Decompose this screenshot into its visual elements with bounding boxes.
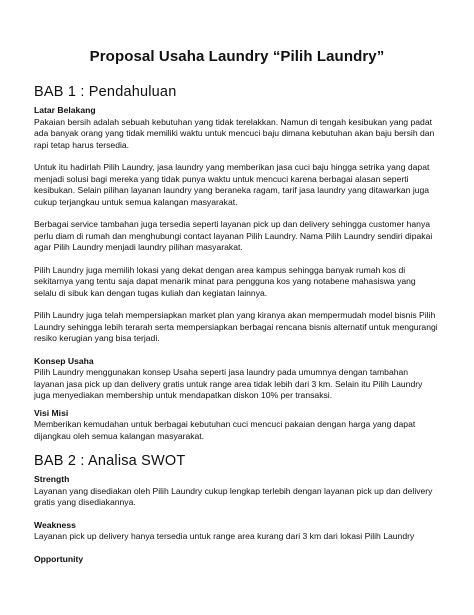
konsep-usaha-heading: Konsep Usaha bbox=[34, 355, 94, 366]
strength-heading: Strength bbox=[34, 474, 70, 484]
paragraph-latar-5: Pilih Laundry juga telah mempersiapkan market plan yang kiranya akan mempermudah model bisnis Pilih Laundry sehingga lebih terarah serta mempersiapkan berbagai rencana bisnis alternatif untuk mengurangi resiko kerugian yang bisa terjadi. bbox=[34, 310, 438, 343]
paragraph-weakness: Layanan pick up delivery hanya tersedia untuk range area kurang dari 3 km dari lokasi Pilih Laundry bbox=[34, 531, 415, 541]
paragraph-latar-2: Untuk itu hadirlah Pilih Laundry, jasa laundry yang memberikan jasa cuci baju hingga setrika yang dapat menjadi solusi bagi mereka yang tidak punya waktu untuk mencuci karena berbagai alasan seperti kesibukan. Selain pilihan layanan laundry yang beraneka ragam, tarif jasa laundry yang ditawarkan juga cukup terjangkau untuk semua kalangan masyarakat. bbox=[34, 162, 430, 207]
visi-misi-heading: Visi Misi bbox=[34, 407, 69, 418]
chapter-1-heading: BAB 1 : Pendahuluan bbox=[34, 84, 177, 100]
paragraph-latar-3: Berbagai service tambahan juga tersedia seperti layanan pick up dan delivery sehingga customer hanya perlu diam di rumah dan menghubungi contact layanan Pilih Laundry. Nama Pilih Laundry sendiri dipakai agar Pilih Laundry menjadi laundry pilihan masyarakat. bbox=[34, 219, 433, 252]
opportunity-heading: Opportunity bbox=[34, 553, 84, 564]
chapter-2-heading: BAB 2 : Analisa SWOT bbox=[34, 453, 186, 469]
document-title: Proposal Usaha Laundry “Pilih Laundry” bbox=[89, 48, 385, 65]
latar-belakang-heading: Latar Belakang bbox=[34, 105, 96, 115]
paragraph-visi: Memberikan kemudahan untuk berbagai kebutuhan cuci mencuci pakaian dengan harga yang dapat dijangkau oleh semua kalangan masyarakat. bbox=[34, 419, 416, 441]
paragraph-latar-4: Pilih Laundry juga memilih lokasi yang dekat dengan area kampus sehingga banyak rumah kos di sekitarnya yang tentu saja dapat menarik minat para pengguna kos yang notabene mahasiswa yang selalu di sibuk kan dengan tugas kuliah dan kegiatan lainnya. bbox=[34, 264, 416, 298]
weakness-heading: Weakness bbox=[34, 519, 76, 530]
paragraph-latar-1: Pakaian bersih adalah sebuah kebutuhan yang tidak terelakkan. Namun di tengah kesibukan yang padat ada banyak orang yang tidak memiliki waktu untuk mencuci baju dimana kebutuhan akan baju bersih dan rapi tetap harus tersedia. bbox=[34, 116, 435, 150]
paragraph-strength: Layanan yang disediakan oleh Pilih Laundry cukup lengkap terlebih dengan layanan pick up dan delivery gratis yang disediakannya. bbox=[34, 485, 433, 507]
paragraph-konsep: Pilih Laundry menggunakan konsep Usaha seperti jasa laundry pada umumnya dengan tambahan layanan jasa pick up dan delivery gratis untuk range area tidak lebih dari 3 km. Selain itu Pilih Laundry juga menyediakan membership untuk mendapatkan diskon 10% per transaksi. bbox=[34, 367, 423, 400]
